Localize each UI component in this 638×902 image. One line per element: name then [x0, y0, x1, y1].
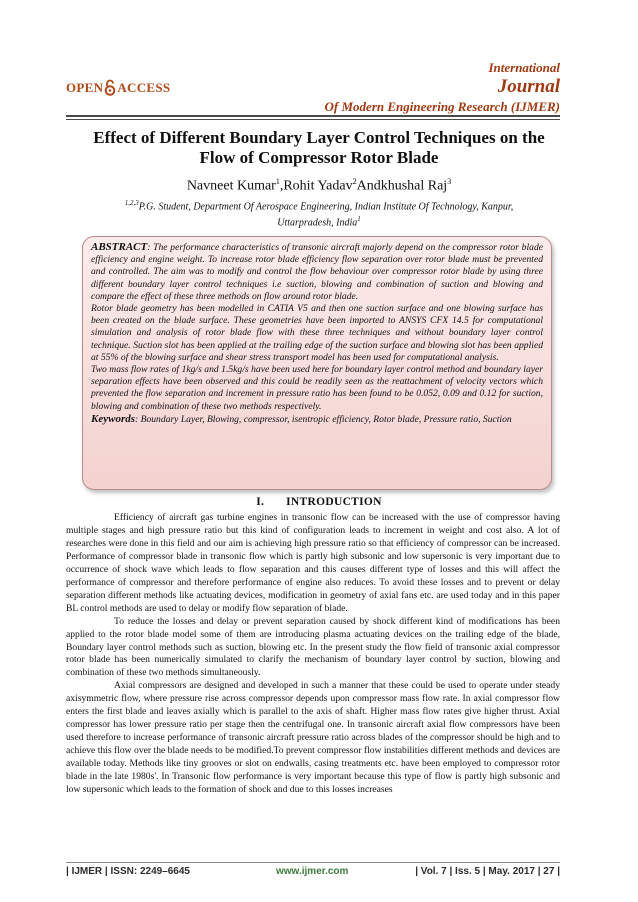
logo-text-open: OPEN — [66, 80, 104, 95]
affiliation-line2-sup: 1 — [357, 215, 361, 224]
section-number: I. — [256, 496, 265, 508]
intro-paragraph-3: Axial compressors are designed and developed in such a manner that these could be used to operate under steady axisymmetric flow, where pressure rise across compressor depends upon compressor mass flow rate. In axial compressor flow enters the first blade and leaves axially which is parallel to the axis of shaft. Higher mass flow rates give higher thrust. Axial compressor has lower pressure ratio per stage then the centrifugal one. In transonic aircraft axial flow compressors have been used therefore to increase performance of transonic aircraft pressure ratio across blades of the compressor should be high and to achieve this flow over the blade needs to be modified.To prevent compressor flow instabilities different methods and devices are available today. Methods like tiny grooves or slot on endwalls, casing treatments etc. have been employed to compressor rotor blade in the late 1980s'. In Transonic flow performance is very important because this type of flow is partly high subsonic and low supersonic which leads to the formation of shock and due to this losses increases — [66, 680, 560, 796]
author-2-sup: 2 — [352, 177, 357, 186]
section-title: INTRODUCTION — [286, 496, 382, 508]
abstract-text-1: : The performance characteristics of transonic aircraft majorly depend on the compressor rotor blade efficiency and engine weight. To increase rotor blade efficiency flow separation over rotor blade must be prevented and controlled. The aim was to modify and control the flow behaviour over compressor rotor blade by using three different boundary layer control techniques i.e suction, blowing and combination of suction and blowing and compare the effect of these three methods on flow around rotor blade. — [91, 242, 543, 302]
header-divider-thin — [66, 119, 560, 120]
author-1-sup: 1 — [275, 177, 280, 186]
affiliation-line2: Uttarpradesh, India — [277, 217, 358, 229]
author-3: Andkhushal Raj — [356, 178, 448, 194]
abstract-paragraph-2: Rotor blade geometry has been modelled in CATIA V5 and then one suction surface and one blowing surface has been created on the blade surface. These geometries have been imported to ANSYS CFX 14.5 for computational simulation and analysis of rotor blade flow with these three techniques and without boundary layer control technique. Suction slot has been applied at the trailing edge of the suction surface and blowing slot has been applied at 55% of the blowing surface and shear stress transport model has been used for computational analysis. — [91, 303, 543, 363]
footer-divider — [66, 862, 560, 863]
footer-issn: | IJMER | ISSN: 2249–6645 — [66, 866, 190, 877]
affiliation-sup: 1,2,3 — [124, 199, 139, 207]
logo-text-access: ACCESS — [117, 80, 171, 95]
intro-paragraph-1: Efficiency of aircraft gas turbine engines in transonic flow can be increased with the use of compressor having multiple stages and high pressure ratio but this kind of configuration leads to increment in weight and cost also. A lot of researches were done in this field and our aim is achieving high pressure ratio so that efficiency of compressor can be increased. Performance of compressor blade in transonic flow which is partly high subsonic and low supersonic is very important due to occurrence of shock wave which leads to flow separation and this causes different type of losses and this will affect the performance of compressor and therefore performance of engine also reduces. To avoid these losses and to prevent or delay separation different methods like actuating devices, modification in geometry of axial fans etc. are used today and in this paper BL control methods are used to delay or modify flow separation of blade. — [66, 512, 560, 614]
open-access-logo — [66, 79, 170, 100]
paper-title — [60, 128, 578, 168]
author-separator: , — [279, 178, 284, 194]
journal-line-full-name: Of Modern Engineering Research (IJMER) — [324, 99, 560, 114]
author-2: Rohit Yadav — [283, 178, 353, 194]
header-divider — [66, 115, 560, 117]
abstract-label: ABSTRACT — [91, 241, 148, 253]
keywords-text: : Boundary Layer, Blowing, compressor, isentropic efficiency, Rotor blade, Pressure ratio, Suction — [135, 413, 512, 425]
footer-website-link[interactable]: www.ijmer.com — [276, 866, 349, 877]
author-3-sup: 3 — [447, 177, 452, 186]
introduction-body — [66, 512, 560, 797]
paper-title-line2: Flow of Compressor Rotor Blade — [199, 148, 439, 167]
intro-paragraph-2: To reduce the losses and delay or prevent separation caused by shock different kind of modifications has been applied to the rotor blade model some of them are introducing plasma actuating devices on the trailing edge of the blade, Boundary layer control methods such as suction, blowing etc. In the present study the flow field of transonic axial compressor rotor blade has been numerically simulated to clarify the mechanism of boundary layer control by suction, blowing and combination of these two methods simultaneously. — [66, 615, 560, 679]
journal-line-international: International — [488, 60, 560, 75]
keywords — [91, 413, 543, 426]
open-access-lock-icon — [104, 79, 116, 100]
footer-volume-page: | Vol. 7 | Iss. 5 | May. 2017 | 27 | — [415, 866, 560, 877]
abstract-paragraph-3: Two mass flow rates of 1kg/s and 1.5kg/s have been used here for boundary layer control method and boundary layer separation effects have been observed and this could be readily seen as the reattachment of velocity vectors which prevented the flow separation and increment in pressure ratio has been found to be 0.052, 0.09 and 0.12 for suction, blowing and combination of these two methods respectively. — [91, 364, 543, 412]
abstract-box — [82, 236, 552, 490]
author-list — [60, 177, 578, 195]
section-heading-introduction — [60, 496, 578, 508]
journal-line-journal: Journal — [497, 76, 560, 97]
keywords-label: Keywords — [91, 412, 135, 425]
author-1: Navneet Kumar — [186, 178, 276, 194]
abstract-paragraph-1 — [91, 241, 543, 303]
journal-name-block — [325, 60, 560, 116]
affiliation — [60, 197, 578, 230]
paper-title-line1: Effect of Different Boundary Layer Control Techniques on the — [93, 128, 545, 147]
affiliation-line1: P.G. Student, Department Of Aerospace Engineering, Indian Institute Of Technology, Kanpur, — [138, 201, 514, 213]
